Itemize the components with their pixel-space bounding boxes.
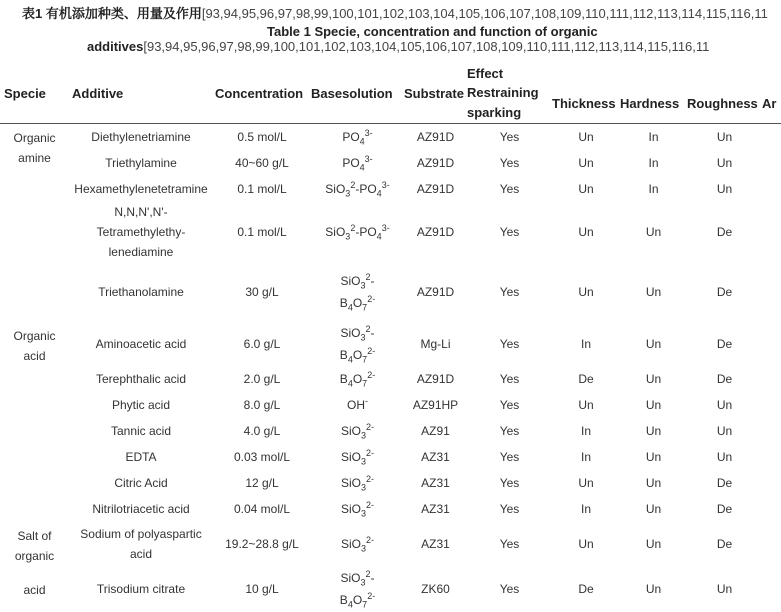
substrate-cell: Mg-Li (420, 336, 451, 351)
basesolution-cell: SiO$_3^{2-}$ (340, 473, 375, 492)
concentration-cell: 0.5 mol/L (237, 129, 287, 144)
concentration-cell: 19.2~28.8 g/L (225, 536, 299, 551)
additive-line: lenediamine (108, 244, 174, 259)
sparking-cell: Yes (499, 423, 520, 438)
table-row (0, 202, 781, 262)
empty-cell (762, 566, 781, 612)
specie-line: acid (23, 348, 46, 363)
caption-en-title-2: additives (87, 39, 144, 54)
empty-cell (762, 176, 781, 202)
specie-line: amine (18, 151, 51, 165)
table-row (0, 392, 781, 418)
sparking-cell: Yes (499, 501, 520, 516)
concentration-cell: 2.0 g/L (243, 371, 281, 386)
header-concentration: Concentration (215, 85, 304, 101)
roughness-cell: Un (716, 423, 733, 438)
additive-line: Tetramethylethy- (96, 224, 186, 239)
additive-cell: Diethylenetriamine (91, 129, 191, 144)
table-row (0, 522, 781, 566)
table-caption-en-line2 (87, 39, 709, 54)
basesolution-cell: SiO$_3^{2-}$ (340, 534, 375, 553)
roughness-cell: Un (716, 181, 733, 196)
empty-cell (762, 418, 781, 444)
concentration-cell: 6.0 g/L (243, 336, 281, 351)
caption-en-refs[interactable]: [93,94,95,96,97,98,99,100,101,102,103,104,105,106,107,108,109,110,111,112,113,114,115,116,11 (143, 39, 710, 54)
concentration-cell: 0.1 mol/L (237, 181, 287, 196)
substrate-cell: AZ91D (416, 371, 455, 386)
roughness-cell: Un (716, 129, 733, 144)
table-row (0, 322, 781, 366)
header-effect: Effect (467, 65, 504, 81)
thickness-cell: In (580, 449, 591, 464)
additive-cell: Phytic acid (111, 397, 171, 412)
concentration-cell: 12 g/L (245, 475, 279, 490)
concentration-cell: 0.1 mol/L (237, 224, 287, 239)
empty-cell (762, 202, 781, 262)
header-specie: Specie (4, 85, 46, 101)
substrate-cell: AZ91D (416, 155, 455, 170)
table-row (0, 470, 781, 496)
basesolution-cell: SiO$_3^{2-}$ (340, 421, 375, 440)
caption-zh-title: 表1 有机添加种类、用量及作用 (22, 6, 202, 21)
additive-line: Sodium of polyaspartic (80, 526, 202, 541)
table-caption-en-line1: Table 1 Specie, concentration and function of organic (267, 24, 598, 39)
thickness-cell: Un (578, 224, 594, 239)
roughness-cell: Un (716, 449, 733, 464)
additives-table (0, 63, 781, 612)
thickness-cell: Un (578, 155, 594, 170)
substrate-cell: AZ91D (416, 284, 455, 299)
sparking-cell: Yes (499, 284, 520, 299)
sparking-cell: Yes (499, 336, 520, 351)
table-row (0, 176, 781, 202)
additive-line: acid (129, 546, 152, 561)
additive-cell: Hexamethylenetetramine (74, 181, 208, 196)
table-row (0, 124, 781, 150)
basesolution-cell: SiO$_3^2$- $B_4O_7^{2-}$ (339, 271, 376, 312)
roughness-cell: Un (716, 155, 733, 170)
hardness-cell: Un (645, 423, 662, 438)
substrate-cell: ZK60 (421, 581, 450, 596)
table-row (0, 566, 781, 612)
basesolution-cell: OH- (347, 395, 368, 412)
sparking-cell: Yes (499, 129, 520, 144)
specie-line: Salt of (17, 528, 52, 543)
additive-line: N,N,N',N'- (114, 204, 168, 219)
empty-cell (762, 322, 781, 366)
header-substrate: Substrate (404, 85, 464, 101)
table-row (0, 496, 781, 522)
roughness-cell: De (716, 336, 733, 351)
additive-cell: Terephthalic acid (95, 371, 187, 386)
sparking-cell: Yes (499, 181, 520, 196)
hardness-cell: In (648, 155, 659, 170)
roughness-cell: De (716, 475, 733, 490)
sparking-cell: Yes (499, 224, 520, 239)
hardness-cell: In (648, 129, 659, 144)
substrate-cell: AZ91 (421, 423, 450, 438)
table-row (0, 418, 781, 444)
specie-line: organic (14, 548, 55, 563)
hardness-cell: Un (645, 397, 662, 412)
thickness-cell: Un (578, 475, 594, 490)
empty-cell (762, 124, 781, 150)
thickness-cell: Un (578, 129, 594, 144)
specie-line: Organic (13, 328, 56, 343)
thickness-cell: Un (578, 284, 594, 299)
basesolution-cell: SiO$_3^{2-}$ (340, 447, 375, 466)
additive-cell: Citric Acid (114, 475, 168, 490)
hardness-cell: Un (645, 536, 662, 551)
substrate-cell: AZ91D (416, 129, 455, 144)
header-restraining: Restraining (467, 85, 539, 100)
additive-cell: Triethylamine (105, 155, 177, 170)
empty-cell (762, 496, 781, 522)
basesolution-cell: SiO$_3^2$- $B_4O_7^{2-}$ (339, 568, 376, 609)
sparking-cell: Yes (499, 581, 520, 596)
thickness-cell: Un (578, 181, 594, 196)
substrate-cell: AZ31 (421, 475, 450, 490)
specie-cell (0, 124, 69, 322)
concentration-cell: 8.0 g/L (243, 397, 281, 412)
thickness-cell: In (580, 423, 591, 438)
table-body (0, 124, 781, 612)
concentration-cell: 4.0 g/L (243, 423, 281, 438)
thickness-cell: De (578, 371, 594, 386)
additive-cell: Triethanolamine (98, 284, 184, 299)
hardness-cell: Un (645, 581, 662, 596)
empty-cell (762, 366, 781, 392)
header-roughness: Roughness (687, 95, 758, 111)
concentration-cell: 0.03 mol/L (233, 449, 291, 464)
concentration-cell: 30 g/L (245, 284, 279, 299)
sparking-cell: Yes (499, 371, 520, 386)
additive-cell: Aminoacetic acid (95, 336, 187, 351)
concentration-cell: 10 g/L (245, 581, 279, 596)
additive-cell: Nitrilotriacetic acid (92, 501, 190, 516)
empty-cell (762, 262, 781, 322)
sparking-cell: Yes (499, 475, 520, 490)
header-restraining-sparking (467, 83, 552, 124)
table-row (0, 366, 781, 392)
additive-cell (69, 202, 213, 262)
thickness-cell: Un (578, 536, 594, 551)
empty-cell (762, 470, 781, 496)
specie-line: acid (23, 582, 46, 597)
hardness-cell: Un (645, 449, 662, 464)
header-hardness: Hardness (620, 95, 680, 111)
substrate-cell: AZ91HP (412, 397, 459, 412)
hardness-cell: Un (645, 371, 662, 386)
roughness-cell: De (716, 536, 733, 551)
thickness-cell: Un (578, 397, 594, 412)
basesolution-cell: $SiO_3^2-PO_4^{3-}$ (325, 222, 390, 241)
additive-cell: EDTA (125, 449, 157, 464)
substrate-cell: AZ31 (421, 536, 450, 551)
specie-cell (0, 322, 69, 522)
sparking-cell: Yes (499, 536, 520, 551)
table-row (0, 444, 781, 470)
header-thickness: Thickness (552, 95, 616, 111)
sparking-cell: Yes (499, 155, 520, 170)
hardness-cell: Un (645, 475, 662, 490)
hardness-cell: Un (645, 224, 662, 239)
roughness-cell: De (716, 284, 733, 299)
basesolution-cell: $PO_4^{3-}$ (342, 127, 373, 147)
additive-cell: Tannic acid (110, 423, 172, 438)
hardness-cell: Un (645, 336, 662, 351)
empty-cell (762, 150, 781, 176)
caption-refs[interactable]: [93,94,95,96,97,98,99,100,101,102,103,104,105,106,107,108,109,110,111,112,113,114,115,116,11 (201, 6, 768, 21)
substrate-cell: AZ91D (416, 224, 455, 239)
additive-cell: Trisodium citrate (96, 581, 186, 596)
specie-cell (0, 522, 69, 566)
sparking-cell: Yes (499, 449, 520, 464)
basesolution-cell: $B_4O_7^{2-}$ (339, 369, 376, 388)
table-row (0, 262, 781, 322)
substrate-cell: AZ31 (421, 449, 450, 464)
header-last: Ar (762, 95, 777, 111)
additive-cell (69, 522, 213, 566)
substrate-cell: AZ31 (421, 501, 450, 516)
empty-cell (762, 444, 781, 470)
sparking-cell: Yes (499, 397, 520, 412)
thickness-cell: De (578, 581, 594, 596)
header-sparking: sparking (467, 105, 522, 120)
table-caption-zh (22, 3, 768, 22)
empty-cell (762, 392, 781, 418)
thickness-cell: In (580, 501, 591, 516)
hardness-cell: Un (645, 284, 662, 299)
basesolution-cell: SiO$_3^{2-}$ (340, 499, 375, 518)
hardness-cell: Un (645, 501, 662, 516)
empty-cell (762, 522, 781, 566)
concentration-cell: 40~60 g/L (235, 155, 289, 170)
thickness-cell: In (580, 336, 591, 351)
roughness-cell: Un (716, 397, 733, 412)
basesolution-cell: $PO_4^{3-}$ (342, 153, 373, 172)
header-basesolution: Basesolution (311, 85, 393, 101)
basesolution-cell: SiO$_3^2$- $B_4O_7^{2-}$ (339, 323, 376, 364)
roughness-cell: De (716, 224, 733, 239)
roughness-cell: Un (716, 581, 733, 596)
concentration-cell: 0.04 mol/L (233, 501, 291, 516)
specie-cell (0, 566, 69, 612)
table-row (0, 150, 781, 176)
roughness-cell: De (716, 371, 733, 386)
roughness-cell: De (716, 501, 733, 516)
hardness-cell: In (648, 181, 659, 196)
header-additive: Additive (72, 85, 124, 101)
substrate-cell: AZ91D (416, 181, 455, 196)
basesolution-cell: $SiO_3^2-PO_4^{3-}$ (325, 179, 390, 198)
specie-line: Organic (13, 131, 56, 145)
